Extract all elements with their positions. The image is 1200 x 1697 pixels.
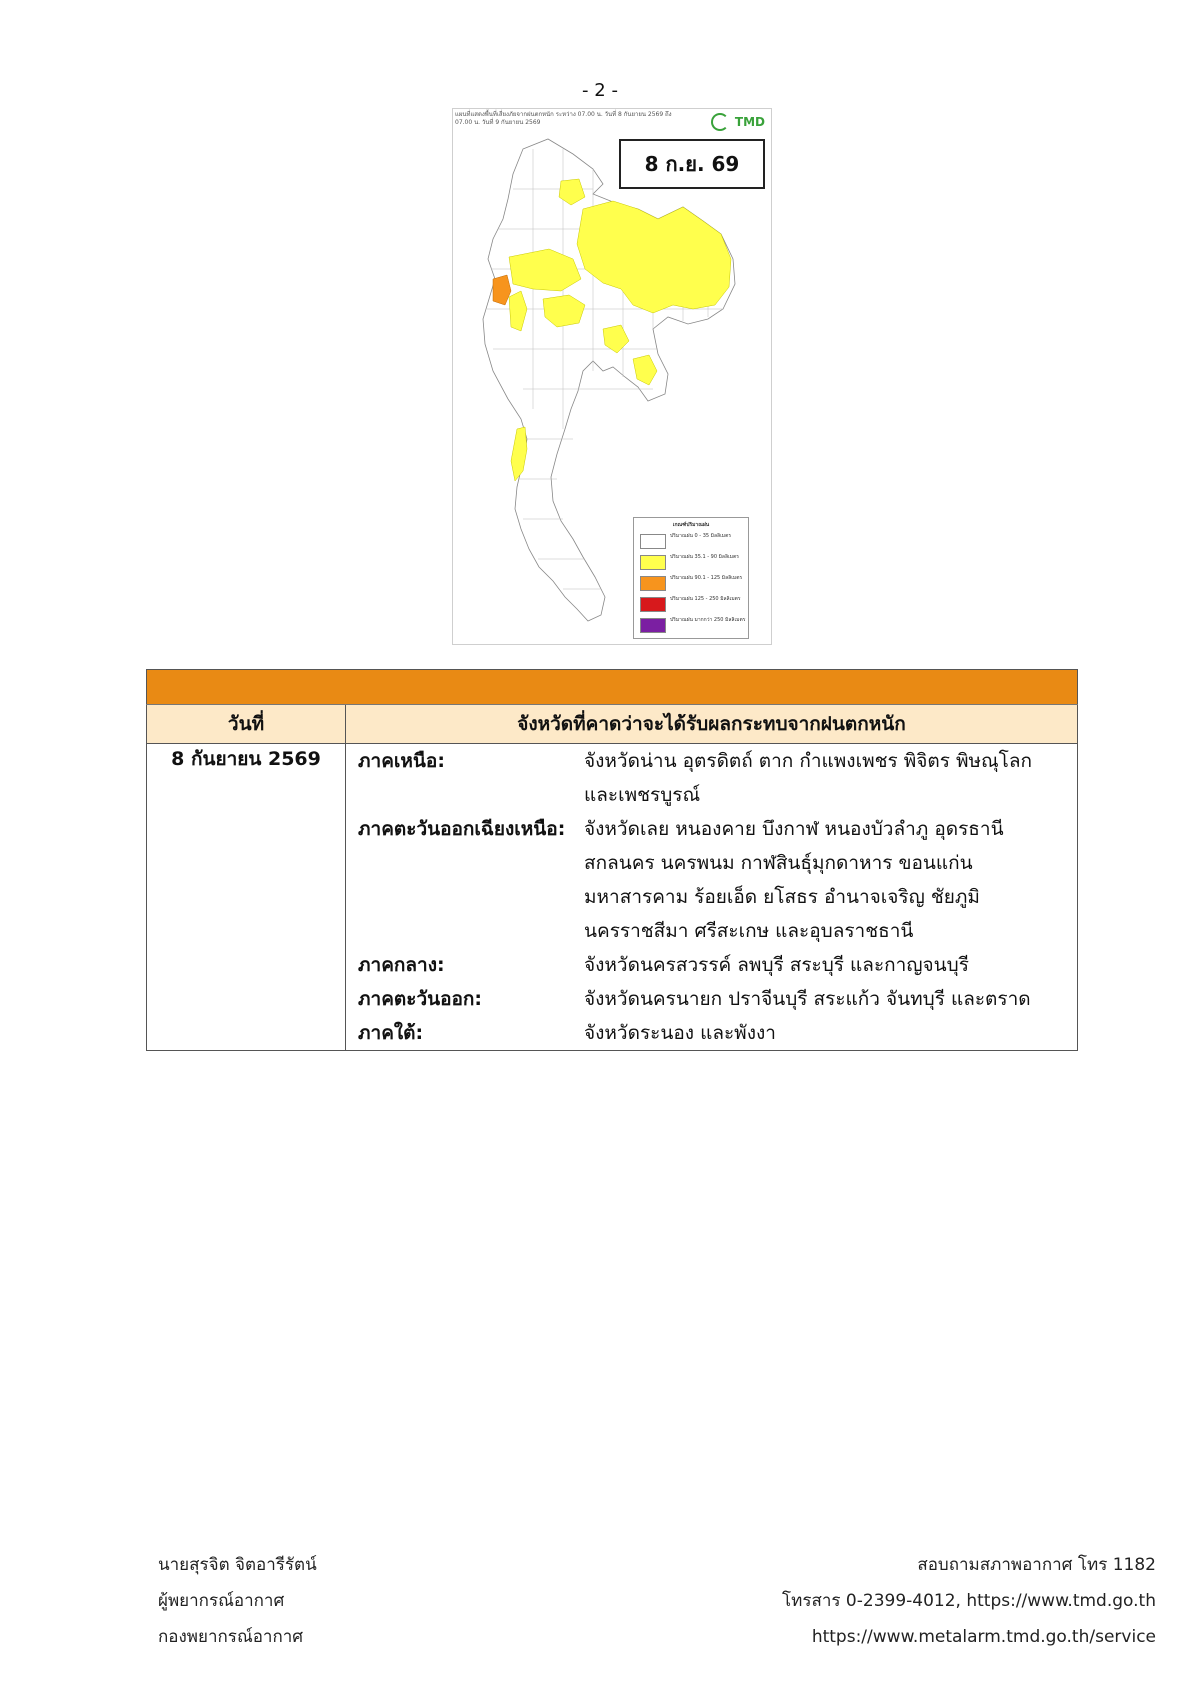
region-east bbox=[346, 982, 1077, 1016]
table-title-bar bbox=[147, 670, 1078, 705]
region-name: ภาคกลาง: bbox=[358, 954, 445, 976]
legend-swatch-white bbox=[640, 534, 666, 549]
province-line: จังหวัดระนอง และพังงา bbox=[584, 1022, 776, 1044]
legend-label: ปริมาณฝน มากกว่า 250 มิลลิเมตร bbox=[670, 617, 746, 623]
region-south bbox=[346, 1016, 1077, 1050]
forecast-date: 8 กันยายน 2569 bbox=[147, 744, 346, 1051]
region-name: ภาคเหนือ: bbox=[358, 750, 445, 772]
header-provinces: จังหวัดที่คาดว่าจะได้รับผลกระทบจากฝนตกหนัก bbox=[346, 705, 1078, 744]
legend-item bbox=[634, 573, 748, 592]
legend-title: เกณฑ์ปริมาณฝน bbox=[672, 522, 710, 528]
map-date-label: 8 ก.ย. 69 bbox=[619, 139, 765, 189]
legend-label: ปริมาณฝน 0 - 35 มิลลิเมตร bbox=[670, 533, 732, 539]
legend-item bbox=[634, 552, 748, 571]
map-legend bbox=[633, 517, 749, 639]
tmd-logo bbox=[707, 112, 765, 132]
region-provinces bbox=[584, 812, 1034, 948]
region-provinces bbox=[584, 948, 1034, 982]
regions-cell bbox=[346, 744, 1078, 1051]
department-name: กองพยากรณ์อากาศ bbox=[158, 1627, 304, 1647]
forecaster-title: ผู้พยากรณ์อากาศ bbox=[158, 1591, 285, 1611]
province-line: มหาสารคาม ร้อยเอ็ด ยโสธร อำนาจเจริญ ชัยภูมิ bbox=[584, 886, 980, 908]
legend-swatch-yellow bbox=[640, 555, 666, 570]
region-provinces bbox=[584, 982, 1034, 1016]
page-number: - 2 - bbox=[582, 80, 618, 101]
legend-label: ปริมาณฝน 125 - 250 มิลลิเมตร bbox=[670, 596, 741, 602]
region-northeast bbox=[346, 812, 1077, 948]
region-name: ภาคใต้: bbox=[358, 1022, 424, 1044]
legend-item bbox=[634, 531, 748, 550]
province-line: จังหวัดนครสวรรค์ ลพบุรี สระบุรี และกาญจนบุรี bbox=[584, 954, 969, 976]
footer-signature bbox=[158, 1547, 317, 1655]
legend-label: ปริมาณฝน 35.1 - 90 มิลลิเมตร bbox=[670, 554, 739, 560]
legend-item bbox=[634, 615, 748, 634]
tmd-logo-text: TMD bbox=[734, 115, 765, 129]
region-north bbox=[346, 744, 1077, 812]
province-line: จังหวัดน่าน อุตรดิตถ์ ตาก กำแพงเพชร พิจิตร พิษณุโลก bbox=[584, 750, 1033, 772]
region-name: ภาคตะวันออก: bbox=[358, 988, 483, 1010]
region-central bbox=[346, 948, 1077, 982]
header-date: วันที่ bbox=[147, 705, 346, 744]
forecaster-name: นายสุรจิต จิตอารีรัตน์ bbox=[158, 1555, 317, 1575]
legend-swatch-orange bbox=[640, 576, 666, 591]
contact-fax-website[interactable]: โทรสาร 0-2399-4012, https://www.tmd.go.th bbox=[782, 1591, 1156, 1611]
region-provinces bbox=[584, 1016, 1034, 1050]
province-line: จังหวัดเลย หนองคาย บึงกาฬ หนองบัวลำภู อุดรธานี bbox=[584, 818, 1004, 840]
legend-swatch-red bbox=[640, 597, 666, 612]
legend-label: ปริมาณฝน 90.1 - 125 มิลลิเมตร bbox=[670, 575, 743, 581]
region-name: ภาคตะวันออกเฉียงเหนือ: bbox=[358, 818, 566, 840]
affected-provinces-table bbox=[146, 669, 1078, 1051]
map-caption: แผนที่แสดงพื้นที่เสี่ยงภัยจากฝนตกหนัก ระหว่าง 07.00 น. วันที่ 8 กันยายน 2569 ถึง 07.00 น. วันที่ 9 กันยายน 2569 bbox=[455, 111, 672, 126]
region-provinces bbox=[584, 744, 1034, 812]
province-line: และเพชรบูรณ์ bbox=[584, 784, 701, 806]
contact-service-link[interactable]: https://www.metalarm.tmd.go.th/service bbox=[811, 1627, 1156, 1647]
rain-risk-map bbox=[452, 108, 772, 645]
contact-phone: สอบถามสภาพอากาศ โทร 1182 bbox=[917, 1555, 1156, 1575]
table-row bbox=[147, 744, 1078, 1051]
legend-swatch-purple bbox=[640, 618, 666, 633]
tmd-logo-icon bbox=[711, 113, 729, 131]
legend-item bbox=[634, 594, 748, 613]
footer-contact bbox=[782, 1547, 1156, 1655]
province-line: จังหวัดนครนายก ปราจีนบุรี สระแก้ว จันทบุรี และตราด bbox=[584, 988, 1031, 1010]
province-line: นครราชสีมา ศรีสะเกษ และอุบลราชธานี bbox=[584, 920, 914, 942]
province-line: สกลนคร นครพนม กาฬสินธุ์มุกดาหาร ขอนแก่น bbox=[584, 852, 973, 874]
